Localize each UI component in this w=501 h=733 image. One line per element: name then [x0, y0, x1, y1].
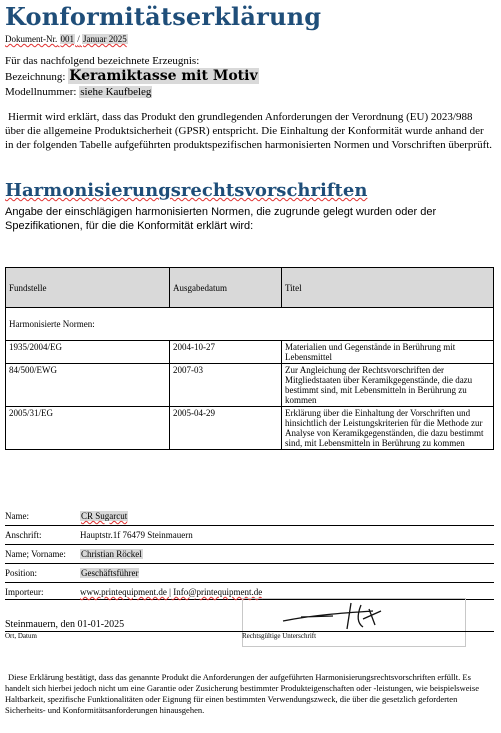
row-reference: 2005/31/EG — [6, 407, 170, 450]
product-name-label: Bezeichnung: — [5, 71, 66, 83]
table-row — [6, 341, 494, 364]
place-date-label: Ort, Datum — [5, 632, 37, 640]
document-number-line — [5, 34, 128, 44]
signature-label: Rechtsgültige Unterschrift — [242, 632, 317, 640]
importer-value: www.printequipment.de | Info@printequipment.de — [80, 587, 263, 597]
divider — [5, 544, 494, 545]
row-date: 2005-04-29 — [170, 407, 282, 450]
person-name: Christian Röckel — [81, 549, 142, 559]
importer-label: Importeur: — [5, 587, 44, 597]
position-value: Geschäftsführer — [81, 568, 139, 578]
address-label: Anschrift: — [5, 530, 42, 540]
column-header-title: Titel — [282, 268, 494, 308]
address-value: Hauptstr.1f 76479 Steinmauern — [80, 530, 193, 540]
row-title: Materialien und Gegenstände in Berührung mit Lebensmittel — [282, 341, 494, 364]
table-row — [6, 407, 494, 450]
row-reference: 84/500/EWG — [6, 364, 170, 407]
divider — [5, 582, 494, 583]
section-intro: Angabe der einschlägigen harmonisierten Normen, die zugrunde gelegt wurden oder der Spezifikationen, für die die Konformität erklärt wird: — [5, 206, 437, 232]
divider — [5, 525, 494, 526]
model-number-line — [5, 86, 152, 98]
doc-number: 001 — [60, 34, 74, 44]
product-name: Keramiktasse mit Motiv — [69, 68, 258, 84]
table-group-row — [6, 308, 494, 341]
company-name-label: Name: — [5, 511, 29, 521]
model-number: siehe Kaufbeleg — [80, 86, 152, 98]
table-header-row — [6, 268, 494, 308]
doc-number-label: Dokument-Nr. — [5, 34, 58, 44]
page-title: Konformitätserklärung — [5, 2, 322, 31]
person-label: Name; Vorname: — [5, 549, 66, 559]
company-name: CR Sugarcut — [81, 511, 128, 521]
column-header-date: Ausgabedatum — [170, 268, 282, 308]
footer-disclaimer: Diese Erklärung bestätigt, dass das genannte Produkt die Anforderungen der aufgeführten Harmonisierungsrechtsvorschriften erfüllt. Es handelt sich hierbei jedoch nicht um eine Garantie oder Zusicherung bestimmter Produkteigenschaften oder -leistungen, wie beispielsweise Haltbarkeit, spezifische Funktionalitäten oder Eignung für einen bestimmten Verwendungszweck, die über die gesetzlich geforderten Sicherheits- und Konformitätsanforderungen hinausgehen. — [5, 672, 479, 715]
place-date: Steinmauern, den 01-01-2025 — [5, 619, 125, 630]
row-date: 2004-10-27 — [170, 341, 282, 364]
divider — [5, 563, 494, 564]
model-number-label: Modellnummer: — [5, 86, 77, 98]
row-date: 2007-03 — [170, 364, 282, 407]
product-name-line — [5, 68, 259, 84]
table-row — [6, 364, 494, 407]
product-intro: Für das nachfolgend bezeichnete Erzeugnis: — [5, 55, 200, 67]
doc-date: Januar 2025 — [83, 34, 127, 44]
standards-table — [5, 267, 494, 450]
section-title: Harmonisierungsrechtsvorschriften — [5, 180, 368, 201]
position-label: Position: — [5, 568, 38, 578]
row-title: Zur Angleichung der Rechtsvorschriften der Mitgliedstaaten über Keramikgegenstände, die dazu bestimmt sind, mit Lebensmitteln in Berührung zu kommen — [282, 364, 494, 407]
row-reference: 1935/2004/EG — [6, 341, 170, 364]
declaration-paragraph: Hiermit wird erklärt, dass das Produkt den grundlegenden Anforderungen der Verordnung (EU) 2023/988 über die allgemeine Produktsicherheit (GPSR) entspricht. Die Einhaltung der Konformität wurde anhand der in der folgenden Tabelle aufgeführten produktspezifischen harmonisierten Normen und Vorschriften überprüft. — [5, 111, 493, 151]
column-header-reference: Fundstelle — [6, 268, 170, 308]
group-label: Harmonisierte Normen: — [6, 308, 494, 341]
row-title: Erklärung über die Einhaltung der Vorschriften und hinsichtlich der Leistungskriterien für die Methode zur Analyse von Keramikgegenständen, die dazu bestimmt sind, mit Lebensmitteln in Berührung zu kommen — [282, 407, 494, 450]
doc-separator: / — [77, 34, 80, 44]
